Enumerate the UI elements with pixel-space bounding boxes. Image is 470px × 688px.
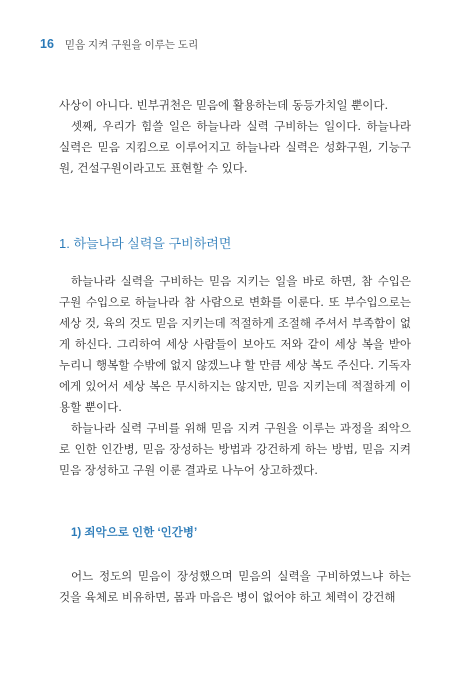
running-header — [40, 37, 198, 52]
paragraph-third-point: 셋째, 우리가 힘쓸 일은 하늘나라 실력 구비하는 일이다. 하늘나라 실력은 믿음 지킴으로 이루어지고 하늘나라 실력은 성화구원, 기능구원, 건설구원이라고도 표현할 수 있다. — [59, 119, 411, 175]
text-block-middle — [59, 271, 411, 481]
paragraph-continuation: 사상이 아니다. 빈부귀천은 믿음에 활용하는데 동등가치일 뿐이다. — [59, 98, 389, 112]
subsection-heading: 1) 죄악으로 인한 ‘인간병’ — [71, 527, 198, 539]
book-title: 믿음 지켜 구원을 이루는 도리 — [64, 39, 199, 51]
text-block-bottom — [59, 566, 411, 608]
paragraph-heavenly-ability: 하늘나라 실력을 구비하는 믿음 지키는 일을 바로 하면, 참 수입은 구원 수입으로 하늘나라 참 사람으로 변화를 이룬다. 또 부수입으로는 세상 것, 육의 것도 믿음 지키는데 적절하게 조절해 주셔서 부족함이 없게 하신다. 그리하여 세상 사람들이 보아도 저와 같이 세상 복을 받아 누리니 행복할 수밖에 없지 않겠느냐 할 만큼 세상 복도 주신다. 기독자에게 있어서 세상 복은 무시하지는 않지만, 믿음 지키는데 적절하게 이용할 뿐이다. — [59, 274, 411, 414]
paragraph-faith-growth: 어느 정도의 믿음이 장성했으며 믿음의 실력을 구비하였느냐 하는 것을 육체로 비유하면, 몸과 마음은 병이 없어야 하고 체력이 강건해 — [59, 569, 411, 604]
paragraph-process-overview: 하늘나라 실력 구비를 위해 믿음 지켜 구원을 이루는 과정을 죄악으로 인한 인간병, 믿음 장성하는 방법과 강건하게 하는 방법, 믿음 지켜 믿음 장성하고 구원 이룬 결과로 나누어 상고하겠다. — [59, 421, 411, 477]
page-number: 16 — [40, 37, 54, 51]
section-heading: 1. 하늘나라 실력을 구비하려면 — [59, 236, 232, 251]
text-block-top — [59, 95, 411, 179]
